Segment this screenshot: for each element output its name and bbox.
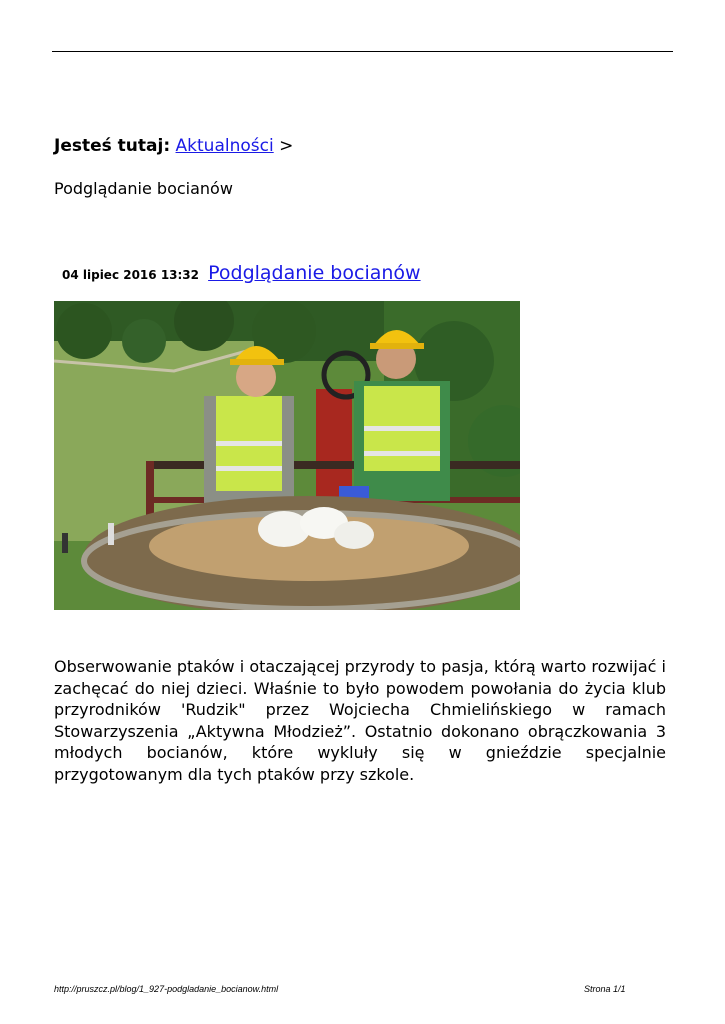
article-body: Obserwowanie ptaków i otaczającej przyrody to pasja, którą warto rozwijać i zachęcać do niej dzieci. Właśnie to było powodem powołania do życia klub przyrodników 'Rudzik" przez Wojciecha Chmielińskiego w ramach Stowarzyszenia „Aktywna Młodzież”. Ostatnio dokonano obrączkowania 3 młodych bocianów, które wykluły się w gnieździe specjalnie przygotowanym dla tych ptaków przy szkole.	[54, 657, 666, 784]
article-title-link[interactable]: Podglądanie bocianów	[208, 262, 421, 284]
breadcrumb	[54, 134, 293, 158]
page-title: Podglądanie bocianów	[54, 179, 233, 198]
breadcrumb-link-aktualnosci[interactable]: Aktualności	[175, 136, 274, 156]
article-date: 04 lipiec 2016 13:32	[62, 268, 200, 282]
header-rule	[52, 51, 673, 52]
footer-url: http://pruszcz.pl/blog/1_927-podgladanie_bocianow.html	[54, 984, 279, 994]
breadcrumb-label: Jesteś tutaj:	[54, 136, 171, 156]
article-meta	[62, 262, 421, 284]
article-photo	[54, 301, 520, 610]
footer-page-number: Strona 1/1	[584, 984, 626, 994]
breadcrumb-separator: >	[279, 136, 294, 156]
